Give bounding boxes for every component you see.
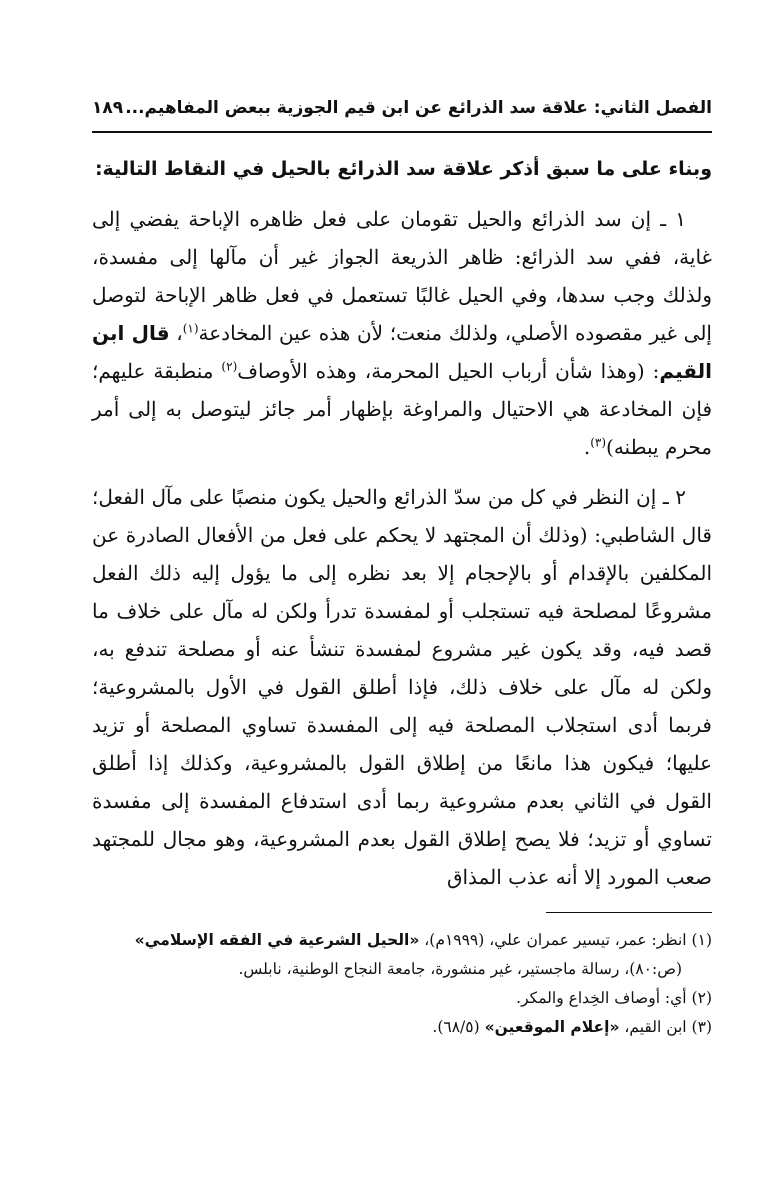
chapter-title: الفصل الثاني: علاقة سد الذرائع عن ابن قيم الجوزية ببعض المفاهيم... — [125, 98, 712, 118]
footnote-3-number: (٣) — [691, 1018, 712, 1036]
paragraph-2: ٢ ـ إن النظر في كل من سدّ الذرائع والحيل يكون منصبًا على مآل الفعل؛ قال الشاطبي: (وذلك أن المجتهد لا يحكم على فعل من الأفعال الصادرة عن المكلفين بالإقدام أو بالإحجام إلا بعد نظره إلى ما يؤول إليه ذلك الفعل مشروعًا لمصلحة فيه تستجلب أو لمفسدة تدرأ ولكن له مآل على خلاف ما قصد فيه، وقد يكون غير مشروع لمفسدة تنشأ عنه أو مصلحة تندفع به، ولكن له مآل على خلاف ذلك، فإذا أطلق القول في الأول بالمشروعية؛ فربما أدى استجلاب المصلحة فيه إلى المفسدة تساوي المصلحة أو تزيد عليها؛ فيكون هذا مانعًا من إطلاق القول بالمشروعية، وكذلك إذا أطلق القول في الثاني بعدم مشروعية ربما أدى استدفاع المفسدة إلى مفسدة تساوي أو تزيد؛ فلا يصح إطلاق القول بعدم المشروعية، وهو مجال للمجتهد صعب المورد إلا أنه عذب المذاق — [92, 485, 712, 889]
paragraph-1-text-c: : (وهذا شأن أرباب الحيل المحرمة، وهذه الأوصاف — [237, 359, 660, 383]
footnote-2-number: (٢) — [691, 989, 712, 1007]
footnote-2-text: أي: أوصاف الخِداع والمكر. — [516, 989, 687, 1007]
footnote-1-number: (١) — [691, 931, 712, 949]
paragraph-1 — [92, 200, 712, 466]
footnote-ref-2[interactable]: (٢) — [221, 359, 238, 374]
footnote-ref-1[interactable]: (١) — [182, 321, 199, 336]
header-divider — [92, 131, 712, 133]
paragraph-1-text-a: ١ ـ إن سد الذرائع والحيل تقومان على فعل ظاهره الإباحة يفضي إلى غاية، ففي سد الذرائع: ظاهر الذريعة الجواز غير أن مآلها إلى مفسدة، ولذلك وجب سدها، وفي الحيل غالبًا تستعمل في فعل ظاهر الإباحة لتوصل إلى غير مقصوده الأصلي، ولذلك منعت؛ لأن هذه عين المخادعة — [92, 207, 712, 345]
footnote-1-book-title: «الحيل الشرعية في الفقه الإسلامي» — [134, 931, 420, 949]
footnote-divider — [546, 912, 712, 913]
footnote-2 — [92, 984, 712, 1013]
page-header — [92, 88, 712, 128]
footnote-ref-3[interactable]: (٣) — [590, 435, 607, 450]
page-number: ١٨٩ — [92, 98, 124, 118]
footnote-1-text: انظر: عمر، تيسير عمران علي، (١٩٩٩م)، — [419, 931, 687, 949]
footnote-3-text: ابن القيم، — [619, 1018, 687, 1036]
paragraph-1-text-e: . — [583, 435, 591, 459]
main-text — [92, 146, 712, 908]
lead-sentence: وبناء على ما سبق أذكر علاقة سد الذرائع بالحيل في النقاط التالية: — [94, 158, 712, 180]
paragraph-1-text-d: منطبقة عليهم؛ فإن المخادعة هي الاحتيال والمراوغة بإظهار أمر جائز ليتوصل به إلى أمر محرم يبطنه) — [92, 359, 712, 459]
footnote-3 — [92, 1013, 712, 1042]
footnote-1 — [92, 926, 712, 955]
footnote-1-continuation: (ص:٨٠)، رسالة ماجستير، غير منشورة، جامعة النجاح الوطنية، نابلس. — [238, 960, 682, 978]
footnote-3-ref: (٦٨/٥). — [432, 1018, 485, 1036]
quote-attribution: قال ابن القيم — [92, 321, 712, 383]
footnote-3-book-title: «إعلام الموقعين» — [484, 1018, 620, 1036]
footnotes — [92, 926, 712, 1042]
paragraph-1-text-b: ، — [169, 321, 183, 345]
